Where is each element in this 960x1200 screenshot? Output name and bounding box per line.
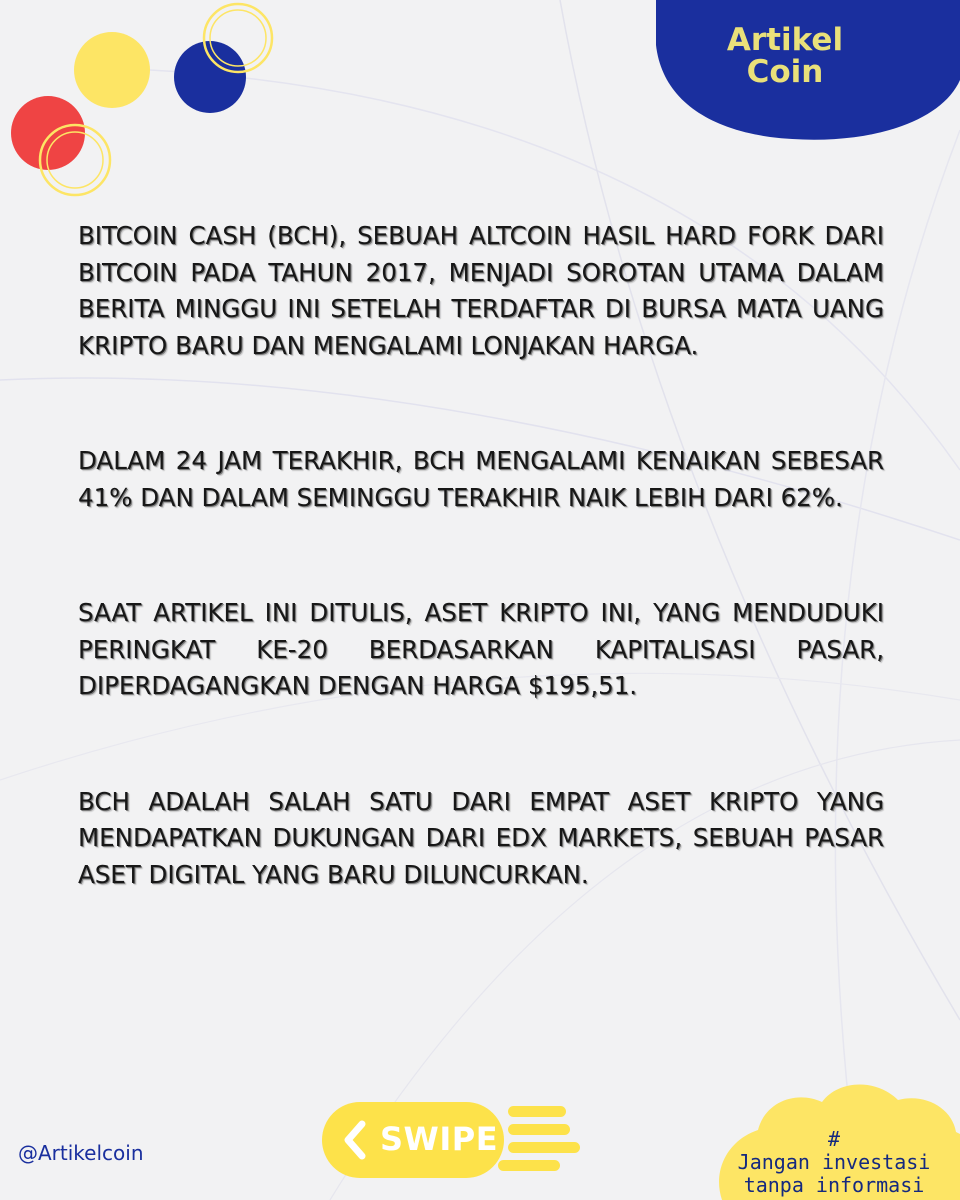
article-body (78, 218, 884, 893)
social-handle: @Artikelcoin (18, 1141, 144, 1165)
navy-circle-decoration (174, 41, 246, 113)
paragraph: BCH ADALAH SALAH SATU DARI EMPAT ASET KRIPTO YANG MENDAPATKAN DUKUNGAN DARI EDX MARKETS, SEBUAH PASAR ASET DIGITAL YANG BARU DILUNCURKAN. (78, 786, 884, 889)
paragraph: SAAT ARTIKEL INI DITULIS, ASET KRIPTO INI, YANG MENDUDUKI PERINGKAT KE-20 BERDASARKAN KAPITALISASI PASAR, DIPERDAGANGKAN DENGAN HARGA $195,51. (78, 598, 884, 700)
brand-line-2: Coin (746, 54, 824, 90)
swipe-line-decoration (508, 1124, 570, 1135)
tagline (718, 1128, 950, 1197)
swipe-button[interactable] (322, 1102, 504, 1178)
brand-line-1: Artikel (726, 22, 844, 58)
red-circle-decoration (11, 96, 85, 170)
tagline-line-1: Jangan investasi (737, 1150, 931, 1174)
brand-logo-text (660, 24, 910, 88)
yellow-circle-decoration (74, 32, 150, 108)
paragraph: BITCOIN CASH (BCH), SEBUAH ALTCOIN HASIL HARD FORK DARI BITCOIN PADA TAHUN 2017, MENJADI SOROTAN UTAMA DALAM BERITA MINGGU INI SETELAH TERDAFTAR DI BURSA MATA UANG KRIPTO BARU DAN MENGALAMI LONJAKAN HARGA. (78, 221, 884, 360)
tagline-line-2: tanpa informasi (743, 1173, 925, 1197)
swipe-line-decoration (508, 1106, 566, 1117)
swipe-line-decoration (508, 1142, 580, 1153)
swipe-label: SWIPE (380, 1120, 499, 1158)
swipe-line-decoration (498, 1160, 560, 1171)
paragraph: DALAM 24 JAM TERAKHIR, BCH MENGALAMI KENAIKAN SEBESAR 41% DAN DALAM SEMINGGU TERAKHIR NAIK LEBIH DARI 62%. (78, 446, 884, 512)
tagline-hash: # (827, 1127, 841, 1151)
